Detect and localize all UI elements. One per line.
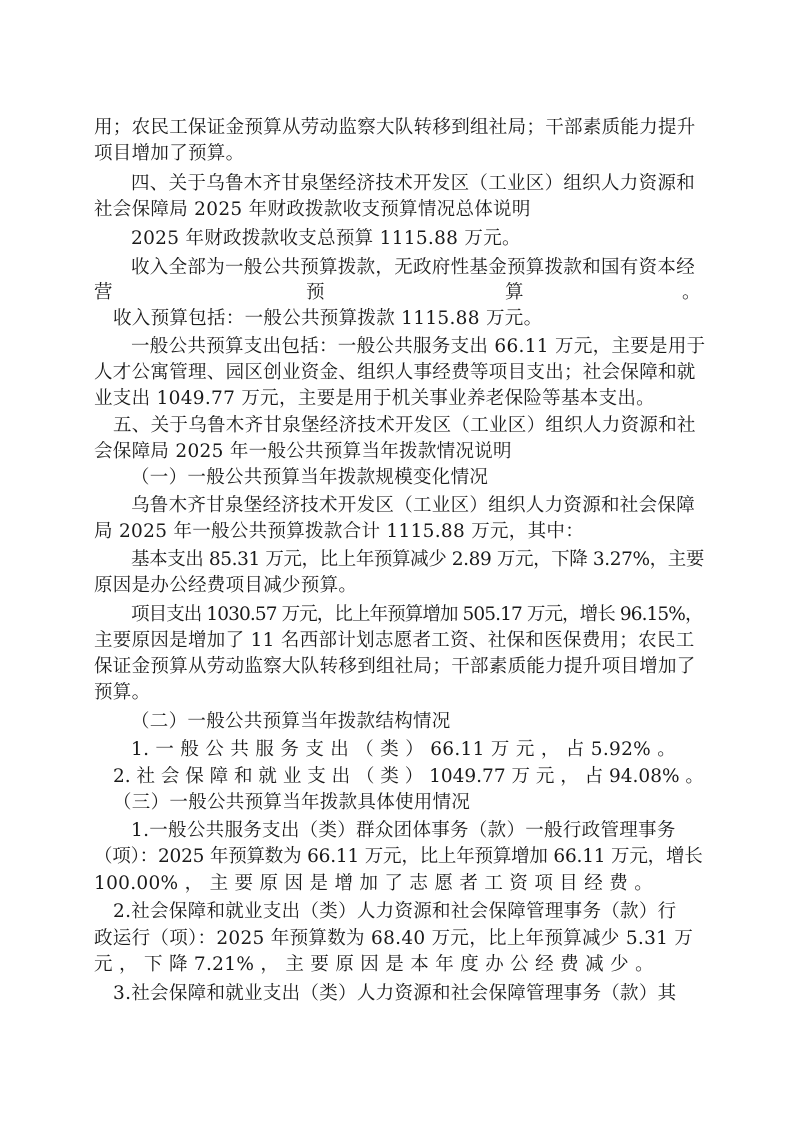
paragraph-line: 原因是办公经费项目减少预算。 bbox=[94, 575, 358, 596]
list-item: 1. 一 般 公 共 服 务 支 出 （ 类 ） 66.11 万 元 ， 占 5.92% 。 bbox=[131, 739, 677, 760]
spaced-char: 算 bbox=[505, 282, 524, 303]
paragraph-line: （项）：2025 年预算数为 66.11 万元，比上年预算增加 66.11 万元，增长 bbox=[94, 846, 703, 867]
spaced-char: 。 bbox=[682, 282, 701, 303]
subsection-heading: （三）一般公共预算当年拨款具体使用情况 bbox=[113, 792, 471, 813]
paragraph-line: 收入全部为一般公共预算拨款，无政府性基金预算拨款和国有资本经 bbox=[131, 257, 696, 278]
subsection-heading: （二）一般公共预算当年拨款结构情况 bbox=[131, 711, 451, 732]
paragraph-line: 人才公寓管理、园区创业资金、组织人事经费等项目支出；社会保障和就 bbox=[94, 362, 696, 383]
paragraph-line: 1.一般公共服务支出（类）群众团体事务（款）一般行政管理事务 bbox=[131, 820, 676, 841]
list-item: 2. 社 会 保 障 和 就 业 支 出 （ 类 ） 1049.77 万 元 ， 占 94.08% 。 bbox=[113, 766, 704, 787]
paragraph-line: 基本支出 85.31 万元，比上年预算减少 2.89 万元，下降 3.27%，主要 bbox=[131, 549, 704, 570]
paragraph-line: 政运行（项）：2025 年预算数为 68.40 万元，比上年预算减少 5.31 万 bbox=[94, 928, 694, 949]
section-heading-5-cont: 会保障局 2025 年一般公共预算当年拨款情况说明 bbox=[94, 441, 512, 462]
paragraph-line: 100.00% ， 主 要 原 因 是 增 加 了 志 愿 者 工 资 项 目 经 费 。 bbox=[94, 873, 654, 894]
paragraph-line: 收入预算包括：一般公共预算拨款 1115.88 万元。 bbox=[113, 308, 543, 329]
section-heading-5: 五、关于乌鲁木齐甘泉堡经济技术开发区（工业区）组织人力资源和社 bbox=[113, 415, 696, 436]
subsection-heading: （一）一般公共预算当年拨款规模变化情况 bbox=[131, 467, 489, 488]
section-heading-4: 四、关于乌鲁木齐甘泉堡经济技术开发区（工业区）组织人力资源和 bbox=[131, 173, 696, 194]
paragraph-line: 一般公共预算支出包括：一般公共服务支出 66.11 万元，主要是用于 bbox=[131, 336, 706, 357]
paragraph-line: 3.社会保障和就业支出（类）人力资源和社会保障管理事务（款）其 bbox=[113, 983, 677, 1004]
paragraph-line: 保证金预算从劳动监察大队转移到组社局；干部素质能力提升项目增加了 bbox=[94, 656, 696, 677]
paragraph-line: 主要原因是增加了 11 名西部计划志愿者工资、社保和医保费用；农民工 bbox=[94, 630, 695, 651]
spaced-char: 营 bbox=[94, 282, 113, 303]
section-heading-4-cont: 社会保障局 2025 年财政拨款收支预算情况总体说明 bbox=[94, 199, 531, 220]
spaced-char: 预 bbox=[306, 282, 325, 303]
paragraph-line: 乌鲁木齐甘泉堡经济技术开发区（工业区）组织人力资源和社会保障 bbox=[131, 495, 696, 516]
paragraph-line: 2025 年财政拨款收支总预算 1115.88 万元。 bbox=[131, 228, 521, 249]
paragraph-line: 局 2025 年一般公共预算拨款合计 1115.88 万元，其中： bbox=[94, 521, 585, 542]
paragraph-line: 项目支出 1030.57 万元，比上年预算增加 505.17 万元，增长 96.15%， bbox=[131, 604, 703, 625]
paragraph-line: 2.社会保障和就业支出（类）人力资源和社会保障管理事务（款）行 bbox=[113, 901, 677, 922]
paragraph-line: 元 ， 下 降 7.21% ， 主 要 原 因 是 本 年 度 办 公 经 费 减 少 。 bbox=[94, 954, 654, 975]
paragraph-line: 用；农民工保证金预算从劳动监察大队转移到组社局；干部素质能力提升 bbox=[94, 117, 696, 138]
paragraph-line: 预算。 bbox=[94, 682, 151, 703]
paragraph-line: 项目增加了预算。 bbox=[94, 143, 245, 164]
paragraph-line: 业支出 1049.77 万元，主要是用于机关事业养老保险等基本支出。 bbox=[94, 388, 655, 409]
